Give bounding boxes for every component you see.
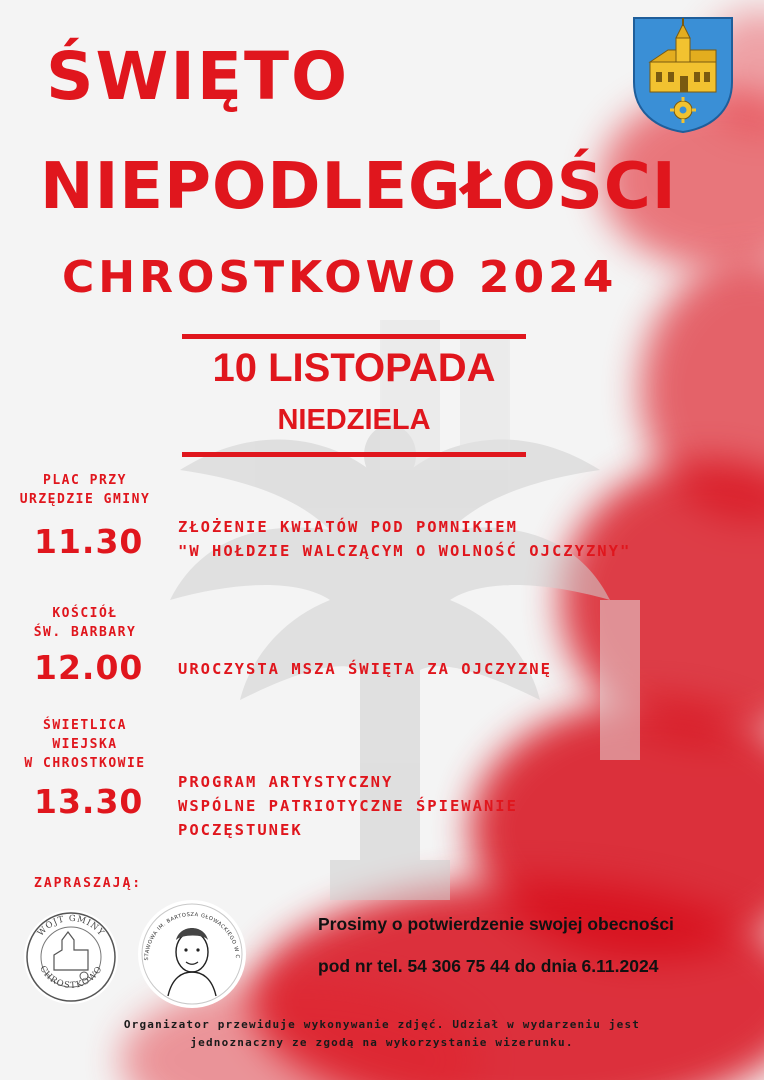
event-time: 12.00 (34, 648, 144, 687)
event-day: NIEDZIELA (277, 404, 431, 436)
wojt-seal-icon (24, 910, 118, 1004)
event-place-line: ŚW. BARBARY (33, 625, 137, 640)
event-description-line: WSPÓLNE PATRIOTYCZNE ŚPIEWANIE (178, 797, 518, 815)
divider-top (182, 334, 526, 339)
school-seal-logo (138, 900, 246, 1008)
confirmation-line-2: pod nr tel. 54 306 75 44 do dnia 6.11.2024 (318, 956, 659, 976)
event-description (178, 515, 631, 563)
title-line-1: ŚWIĘTO (46, 38, 350, 115)
event-place-line: URZĘDZIE GMINY (19, 492, 151, 507)
coat-of-arms-icon (632, 16, 734, 134)
confirmation-line-1: Prosimy o potwierdzenie swojej obecności (318, 914, 674, 934)
svg-text:CHROSTKOWO: CHROSTKOWO (37, 964, 105, 991)
title-line-2: NIEPODLEGŁOŚCI (40, 150, 677, 224)
event-time: 13.30 (34, 782, 144, 821)
event-place-line: W CHROSTKOWIE (24, 756, 146, 771)
event-description (178, 657, 552, 681)
event-description-line: POCZĘSTUNEK (178, 821, 303, 839)
wojt-seal-logo (24, 910, 118, 1004)
event-place-line: ŚWIETLICA (43, 718, 127, 733)
event-place-line: PLAC PRZY (43, 473, 127, 488)
event-place-line: WIEJSKA (52, 737, 118, 752)
school-seal-icon (138, 900, 246, 1008)
event-description-line: UROCZYSTA MSZA ŚWIĘTA ZA OJCZYZNĘ (178, 660, 552, 678)
event-description-line: ZŁOŻENIE KWIATÓW POD POMNIKIEM (178, 518, 518, 536)
photo-notice-line: jednoznaczny ze zgodą na wykorzystanie wizerunku. (190, 1036, 574, 1049)
svg-text:SZKOŁA PODSTAWOWA IM. BARTOSZA: STAWOWA IM. BARTOSZA GŁOWACKIEGO W C (143, 911, 241, 961)
divider-bottom (182, 452, 526, 457)
event-description (178, 770, 518, 842)
event-place (0, 716, 170, 773)
event-time: 11.30 (34, 522, 144, 561)
svg-text:WÓJT GMINY: WÓJT GMINY (35, 913, 107, 939)
title-line-3: CHROSTKOWO 2024 (62, 252, 618, 303)
photo-notice (40, 1016, 724, 1052)
invite-label: ZAPRASZAJĄ: (34, 876, 143, 891)
photo-notice-line: Organizator przewiduje wykonywanie zdjęć. Udział w wydarzeniu jest (123, 1018, 641, 1031)
event-description-line: PROGRAM ARTYSTYCZNY (178, 773, 394, 791)
event-date: 10 LISTOPADA (212, 346, 496, 390)
event-place (0, 471, 170, 509)
event-description-line: "W HOŁDZIE WALCZĄCYM O WOLNOŚĆ OJCZYZNY" (178, 542, 632, 560)
event-place (0, 604, 170, 642)
event-place-line: KOŚCIÓŁ (52, 606, 118, 621)
